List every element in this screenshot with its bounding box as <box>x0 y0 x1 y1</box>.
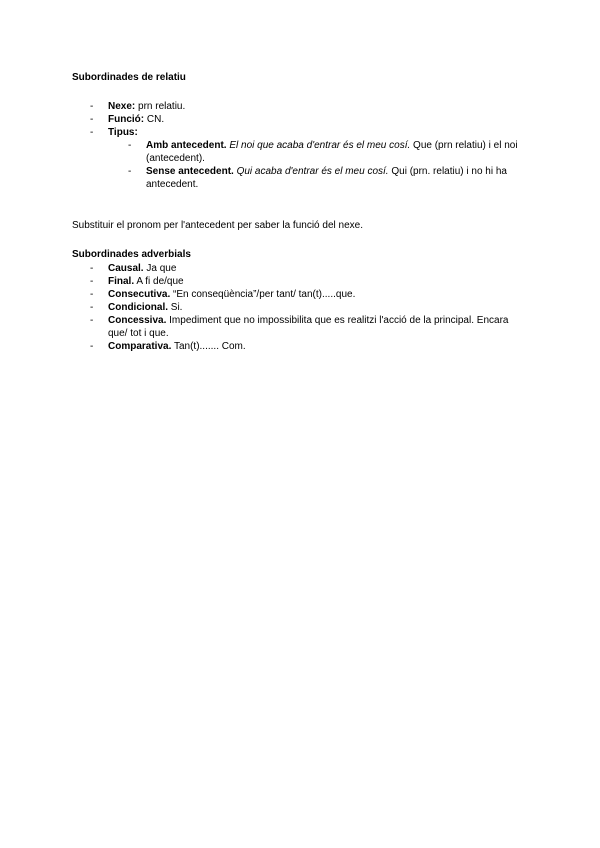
item-label: Concessiva. <box>108 315 167 326</box>
bullet-dash: - <box>128 166 132 177</box>
list-item <box>90 301 530 314</box>
bullet-dash: - <box>90 289 94 300</box>
note-paragraph: Substituir el pronom per l'antecedent per saber la funció del nexe. <box>72 220 363 231</box>
item-text: Qui (prn. relatiu) i no hi ha antecedent. <box>146 166 507 190</box>
item-label: Tipus: <box>108 127 138 138</box>
item-text: Tan(t)....... Com. <box>171 341 246 352</box>
item-label: Final. <box>108 276 135 287</box>
list-item <box>90 275 530 288</box>
item-text: prn relatiu. <box>135 101 186 112</box>
relatiu-list <box>90 100 530 191</box>
bullet-dash: - <box>90 114 94 125</box>
list-item <box>90 113 530 126</box>
item-text: Si. <box>168 302 183 313</box>
bullet-dash: - <box>90 315 94 326</box>
list-item <box>128 165 530 191</box>
list-item <box>90 100 530 113</box>
item-text: Que (prn relatiu) i el noi (antecedent). <box>146 140 518 164</box>
bullet-dash: - <box>90 263 94 274</box>
bullet-dash: - <box>90 127 94 138</box>
item-text: “En conseqüència”/per tant/ tan(t).....que. <box>170 289 356 300</box>
list-item <box>128 139 530 165</box>
bullet-dash: - <box>90 302 94 313</box>
list-item <box>90 126 530 191</box>
list-item <box>90 340 530 353</box>
bullet-dash: - <box>90 101 94 112</box>
bullet-dash: - <box>128 140 132 151</box>
item-example: Qui acaba d'entrar és el meu cosí. <box>236 166 389 177</box>
item-example: El noi que acaba d'entrar és el meu cosí. <box>229 140 411 151</box>
item-label: Consecutiva. <box>108 289 171 300</box>
bullet-dash: - <box>90 341 94 352</box>
item-text: CN. <box>144 114 165 125</box>
item-text: A fi de/que <box>134 276 184 287</box>
adverbials-list <box>90 262 530 353</box>
item-label: Sense antecedent. <box>146 166 234 177</box>
relatiu-heading: Subordinades de relatiu <box>72 72 186 83</box>
bullet-dash: - <box>90 276 94 287</box>
item-label: Comparativa. <box>108 341 172 352</box>
item-label: Condicional. <box>108 302 168 313</box>
list-item <box>90 288 530 301</box>
tipus-sublist <box>128 139 530 191</box>
item-label: Causal. <box>108 263 144 274</box>
item-label: Amb antecedent. <box>146 140 227 151</box>
item-label: Nexe: <box>108 101 136 112</box>
item-label: Funció: <box>108 114 145 125</box>
adverbials-heading: Subordinades adverbials <box>72 249 191 260</box>
list-item <box>90 314 530 340</box>
item-text: Impediment que no impossibilita que es realitzi l'acció de la principal. Encara que/ tot i que. <box>108 315 509 339</box>
list-item <box>90 262 530 275</box>
item-text: Ja que <box>143 263 177 274</box>
